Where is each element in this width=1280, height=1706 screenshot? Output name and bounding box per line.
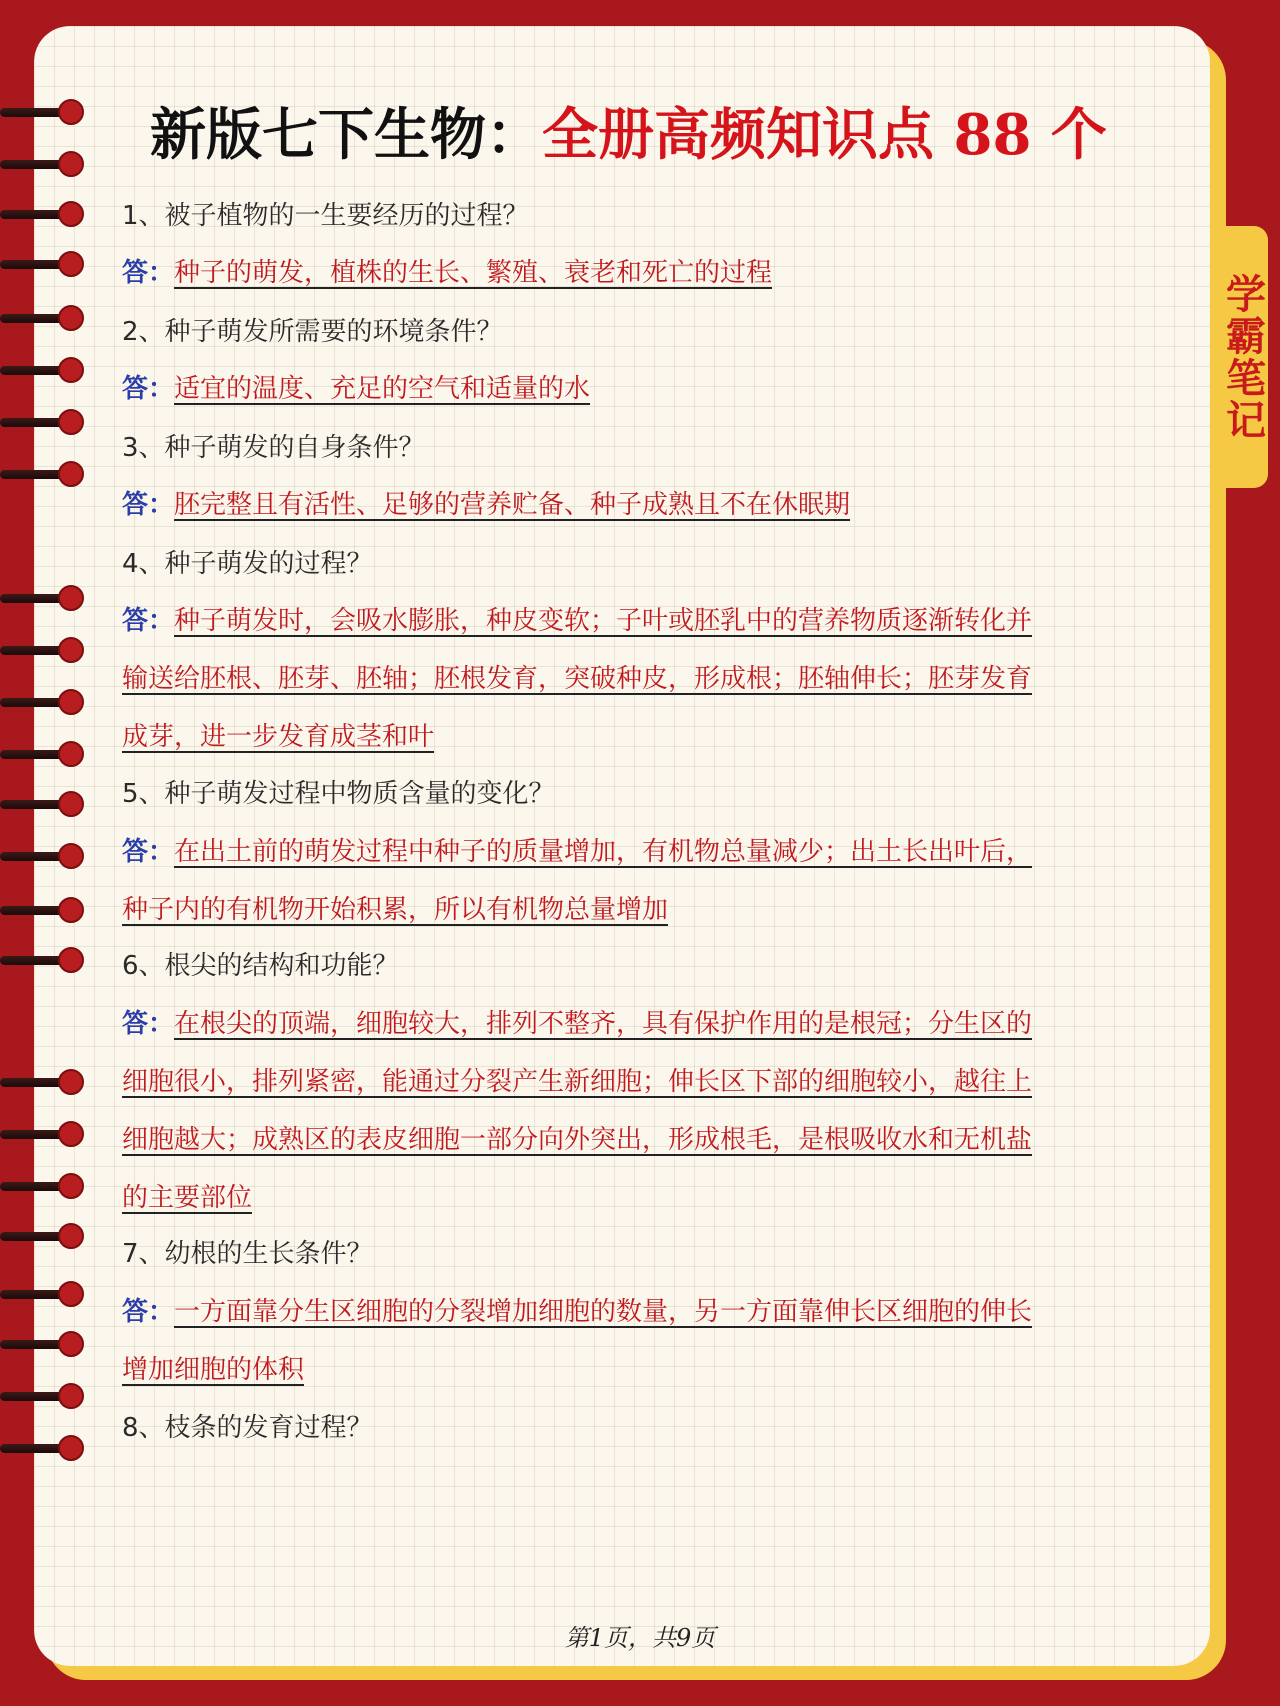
page-title	[150, 95, 1150, 175]
ring-hole	[58, 741, 84, 767]
binding-ring	[0, 896, 86, 924]
answer-text: 细胞越大；成熟区的表皮细胞一部分向外突出，形成根毛，是根吸收水和无机盐	[122, 1125, 1033, 1155]
ring-hole	[58, 409, 84, 435]
answer-line	[122, 253, 1172, 293]
ring-hole	[58, 251, 84, 277]
answer-line	[122, 832, 1172, 872]
ring-hole	[58, 1173, 84, 1199]
ring-hole	[58, 1069, 84, 1095]
ring-hole	[58, 689, 84, 715]
answer-line	[122, 659, 1172, 699]
ring-hole	[58, 791, 84, 817]
binding-ring	[0, 1382, 86, 1410]
answer-line	[122, 1004, 1172, 1044]
ring-hole	[58, 1223, 84, 1249]
question-text: 4、种子萌发的过程？	[122, 549, 373, 579]
answer-line	[122, 717, 1172, 757]
binding-ring	[0, 1120, 86, 1148]
answer-text: 种子的萌发，植株的生长、繁殖、衰老和死亡的过程	[174, 258, 773, 288]
answer-text: 在出土前的萌发过程中种子的质量增加，有机物总量减少；出土长出叶后，	[174, 837, 1033, 867]
binding-ring	[0, 1222, 86, 1250]
ring-hole	[58, 1383, 84, 1409]
answer-label: 答：	[122, 258, 175, 288]
answer-text: 细胞很小，排列紧密，能通过分裂产生新细胞；伸长区下部的细胞较小，越往上	[122, 1067, 1033, 1097]
binding-ring	[0, 1434, 86, 1462]
question-text: 2、种子萌发所需要的环境条件？	[122, 317, 503, 347]
question-text: 6、根尖的结构和功能？	[122, 951, 399, 981]
answer-text: 适宜的温度、充足的空气和适量的水	[174, 374, 591, 404]
ring-hole	[58, 461, 84, 487]
side-tab-label: 学霸笔记	[1219, 273, 1266, 441]
ring-hole	[58, 201, 84, 227]
binding-ring	[0, 200, 86, 228]
answer-line	[122, 1062, 1172, 1102]
side-tab[interactable]	[1218, 226, 1268, 488]
binding-ring	[0, 688, 86, 716]
ring-hole	[58, 151, 84, 177]
answer-text: 种子内的有机物开始积累，所以有机物总量增加	[122, 895, 669, 925]
binding-ring	[0, 1330, 86, 1358]
answer-line	[122, 1120, 1172, 1160]
binding-ring	[0, 790, 86, 818]
binding-ring	[0, 460, 86, 488]
answer-text: 一方面靠分生区细胞的分裂增加细胞的数量，另一方面靠伸长区细胞的伸长	[174, 1297, 1033, 1327]
answer-line	[122, 890, 1172, 930]
binding-ring	[0, 946, 86, 974]
title-prefix: 新版七下生物：	[150, 102, 542, 168]
ring-hole	[58, 637, 84, 663]
answer-line	[122, 369, 1172, 409]
ring-hole	[58, 1331, 84, 1357]
question-text: 7、幼根的生长条件？	[122, 1239, 373, 1269]
question-text: 3、种子萌发的自身条件？	[122, 433, 425, 463]
binding-ring	[0, 356, 86, 384]
answer-label: 答：	[122, 606, 175, 636]
answer-text: 增加细胞的体积	[122, 1355, 305, 1385]
answer-line	[122, 601, 1172, 641]
binding-ring	[0, 842, 86, 870]
binding-ring	[0, 740, 86, 768]
answer-text: 在根尖的顶端，细胞较大，排列不整齐，具有保护作用的是根冠；分生区的	[174, 1009, 1033, 1039]
answer-line	[122, 1292, 1172, 1332]
answer-line	[122, 1178, 1172, 1218]
ring-hole	[58, 357, 84, 383]
ring-hole	[58, 1281, 84, 1307]
answer-text: 成芽，进一步发育成茎和叶	[122, 722, 435, 752]
question-text: 8、枝条的发育过程？	[122, 1413, 373, 1443]
binding-ring	[0, 584, 86, 612]
ring-hole	[58, 1435, 84, 1461]
answer-label: 答：	[122, 837, 175, 867]
answer-text: 的主要部位	[122, 1183, 253, 1213]
ring-hole	[58, 843, 84, 869]
binding-ring	[0, 150, 86, 178]
answer-label: 答：	[122, 374, 175, 404]
ring-hole	[58, 585, 84, 611]
question-text: 5、种子萌发过程中物质含量的变化？	[122, 779, 555, 809]
question-text: 1、被子植物的一生要经历的过程？	[122, 201, 529, 231]
answer-text: 输送给胚根、胚芽、胚轴；胚根发育，突破种皮，形成根；胚轴伸长；胚芽发育	[122, 664, 1033, 694]
ring-hole	[58, 947, 84, 973]
ring-hole	[58, 305, 84, 331]
binding-ring	[0, 1280, 86, 1308]
ring-hole	[58, 99, 84, 125]
ring-hole	[58, 897, 84, 923]
answer-label: 答：	[122, 1297, 175, 1327]
answer-label: 答：	[122, 490, 175, 520]
answer-text: 种子萌发时，会吸水膨胀，种皮变软；子叶或胚乳中的营养物质逐渐转化并	[174, 606, 1033, 636]
binding-ring	[0, 98, 86, 126]
answer-line	[122, 1350, 1172, 1390]
binding-ring	[0, 636, 86, 664]
ring-hole	[58, 1121, 84, 1147]
page-footer: 第1页，共9页	[564, 1624, 716, 1652]
binding-ring	[0, 304, 86, 332]
binding-ring	[0, 1068, 86, 1096]
binding-ring	[0, 250, 86, 278]
title-highlight: 全册高频知识点 88 个	[542, 102, 1107, 168]
answer-text: 胚完整且有活性、足够的营养贮备、种子成熟且不在休眠期	[174, 490, 851, 520]
binding-ring	[0, 408, 86, 436]
answer-label: 答：	[122, 1009, 175, 1039]
answer-line	[122, 485, 1172, 525]
binding-ring	[0, 1172, 86, 1200]
